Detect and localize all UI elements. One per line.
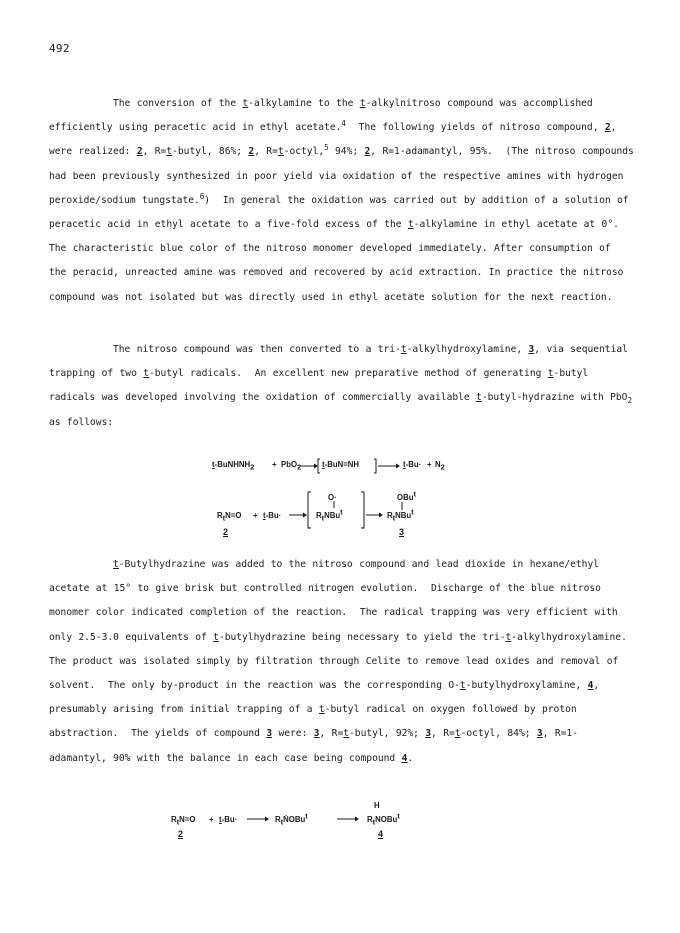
scheme3-label-4: 4: [378, 829, 384, 839]
scheme3-arrow-2: [335, 814, 363, 824]
scheme1-reactant: t-BuNHNH$_2$: [212, 460, 255, 472]
scheme2-label-3: 3: [399, 527, 405, 537]
scheme3-hydrogen: H: [374, 801, 380, 810]
scheme3-arrow-1: [245, 814, 273, 824]
scheme1-oxidant: PbO$_2$: [281, 460, 302, 472]
scheme2-product-nitrogen: $R_tNBu^t$: [387, 507, 414, 523]
paragraph-2: The nitroso compound was then converted to a tri-t-alkylhydroxylamine, 3, via sequential trapping of two t-butyl radicals. An excellent new preparative method of generating t-butyl radicals was developed involving the oxidation of commercially available t-butyl-hydrazine with PbO$_2$ as follows:: [49, 344, 632, 428]
scheme2-product-bond: [400, 502, 404, 510]
reaction-scheme-3: [171, 800, 431, 850]
scheme1-plus: +: [272, 460, 277, 469]
scheme3-product: $R_tNOBu^t$: [367, 811, 400, 827]
scheme3-intermediate: $R_tṄOBu^t$: [275, 811, 308, 827]
scheme1-plus-2: +: [427, 460, 432, 469]
scheme3-plus: +: [209, 815, 214, 824]
scheme2-label-2: 2: [223, 527, 229, 537]
scheme2-radical: t-Bu·: [263, 511, 282, 520]
scheme2-nitroxide-oxygen: O·: [328, 493, 337, 502]
reaction-scheme-1: [212, 458, 445, 478]
paragraph-3: t-Butylhydrazine was added to the nitroso compound and lead dioxide in hexane/ethyl acetate at 15° to give brisk but controlled nitrogen evolution. Discharge of the blue nitroso monomer color indicated completion of the reaction. The radical trapping was very efficient with only 2.5-3.0 equivalents of t-butylhydrazine being necessary to yield the tri-t-alkylhydroxylamine. The product was isolated simply by filtration through Celite to remove lead oxides and removal of solvent. The only by-product in the reaction was the corresponding O-t-butylhydroxylamine, 4, presumably arising from initial trapping of a t-butyl radical on oxygen followed by proton abstraction. The yields of compound 3 were: 3, R=t-butyl, 92%; 3, R=t-octyl, 84%; 3, R=1-adamantyl, 90% with the balance in each case being compound 4.: [49, 559, 634, 764]
scheme3-label-2: 2: [178, 829, 184, 839]
reaction-scheme-2: [213, 488, 453, 546]
scheme1-intermediate: t-BuN=NH: [322, 460, 360, 469]
scheme3-radical: t-Bu·: [219, 815, 238, 824]
scheme2-brackets-arrows: [289, 488, 385, 532]
paragraph-1: The conversion of the t-alkylamine to the t-alkylnitroso compound was accomplished efficiently using peracetic acid in ethyl acetate.$^4$ The following yields of nitroso compound, 2, were realized: 2, R=t-butyl, 86%; 2, R=t-octyl,$^5$ 94%; 2, R=1-adamantyl, 95%. (The nitroso compounds had been previously synthesized in poor yield via oxidation of the respective amines with hydrogen peroxide/sodium tungstate.$^6$) In general the oxidation was carried out by addition of a solution of peracetic acid in ethyl acetate to a five-fold excess of the t-alkylamine in ethyl acetate at 0°. The characteristic blue color of the nitroso monomer developed immediately. After consumption of the peracid, unreacted amine was removed and recovered by acid extraction. In practice the nitroso compound was not isolated but was directly used in ethyl acetate solution for the next reaction.: [49, 98, 634, 303]
scheme3-nitroso: $R_tN=O$: [171, 815, 196, 827]
scheme2-nitroxide-nitrogen: $R_tNBu^t$: [316, 507, 343, 523]
scheme2-nitroso: $R_tN=O$: [217, 511, 242, 523]
scheme2-product-oxygen: OBu$^t$: [397, 489, 416, 502]
scheme2-plus: +: [253, 511, 258, 520]
page-number: 492: [49, 42, 70, 55]
scheme1-nitrogen: $N_2$: [435, 460, 445, 472]
scheme1-radical: t-Bu·: [403, 460, 422, 469]
